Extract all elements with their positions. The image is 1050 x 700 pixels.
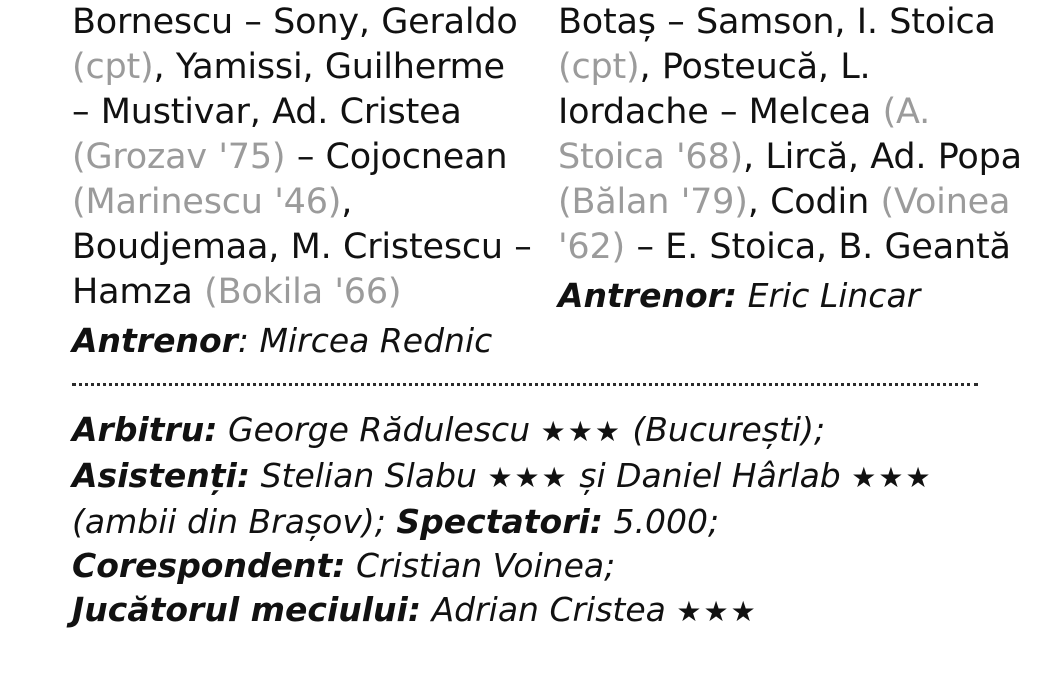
assistant-one-rating-stars: ★★★ (487, 461, 569, 494)
home-coach-separator: : (237, 321, 260, 360)
man-of-the-match-line (72, 588, 1020, 634)
correspondent-name: Cristian Voinea; (355, 546, 616, 585)
referee-rating-stars: ★★★ (540, 415, 622, 448)
away-squad-seg-3: (A. Stoica '68) (558, 92, 931, 177)
home-squad-seg-4: – Cojocnean (285, 137, 508, 177)
away-squad-seg-6: , Codin (747, 182, 881, 222)
home-squad-seg-7: (Bokila '66) (204, 272, 402, 312)
away-coach (558, 274, 1028, 318)
referee-name: George Rădulescu (228, 410, 531, 449)
correspondent-line (72, 544, 1020, 588)
referee-label: Arbitru: (72, 410, 218, 449)
home-team-lineup (72, 0, 532, 363)
away-squad-seg-4: , Lircă, Ad. Popa (743, 137, 1022, 177)
home-squad-seg-3: (Grozav '75) (72, 137, 286, 177)
assistant-one-name: Stelian Slabu (260, 456, 477, 495)
away-squad-seg-5: (Bălan '79) (558, 182, 748, 222)
away-squad-seg-8: – E. Stoica, B. Geantă (625, 227, 1011, 267)
home-coach (72, 319, 532, 363)
assistant-two-rating-stars: ★★★ (851, 461, 933, 494)
away-squad-text (558, 0, 1028, 270)
man-of-the-match-name: Adrian Cristea (431, 590, 666, 629)
assistants-label: Asistenți: (72, 456, 251, 495)
referee-city: (București); (632, 410, 826, 449)
home-squad-seg-0: Bornescu – Sony, Geraldo (72, 2, 518, 42)
man-of-the-match-label: Jucătorul meciului: (72, 590, 422, 629)
away-team-lineup (558, 0, 1028, 363)
home-coach-name: Mircea Rednic (259, 321, 493, 360)
assistants-conjunction: și (579, 456, 606, 495)
away-squad-seg-1: (cpt) (558, 47, 640, 87)
referee-line (72, 408, 1020, 454)
away-squad-seg-2: , Posteucă, L. Iordache – Melcea (558, 47, 883, 132)
man-of-the-match-rating-stars: ★★★ (676, 595, 758, 628)
officials-section (0, 386, 1050, 634)
home-squad-seg-5: (Marinescu '46) (72, 182, 342, 222)
home-squad-text (72, 0, 532, 315)
spectators-value: 5.000; (613, 502, 720, 541)
home-squad-seg-6: , Boudjemaa, M. Cristescu – Hamza (72, 182, 532, 312)
home-coach-label: Antrenor (72, 321, 238, 360)
away-coach-label: Antrenor: (558, 276, 738, 315)
home-squad-seg-1: (cpt) (72, 47, 154, 87)
assistants-line (72, 454, 1020, 544)
correspondent-label: Corespondent: (72, 546, 346, 585)
away-squad-seg-7: (Voinea '62) (558, 182, 1011, 267)
away-coach-separator (737, 276, 748, 315)
home-squad-seg-2: , Yamissi, Guilherme – Mustivar, Ad. Cristea (72, 47, 505, 132)
spectators-label: Spectatori: (396, 502, 603, 541)
assistant-two-name: Daniel Hârlab (616, 456, 841, 495)
away-coach-name: Eric Lincar (747, 276, 921, 315)
away-squad-seg-0: Botaș – Samson, I. Stoica (558, 2, 996, 42)
assistants-city: (ambii din Brașov); (72, 502, 386, 541)
